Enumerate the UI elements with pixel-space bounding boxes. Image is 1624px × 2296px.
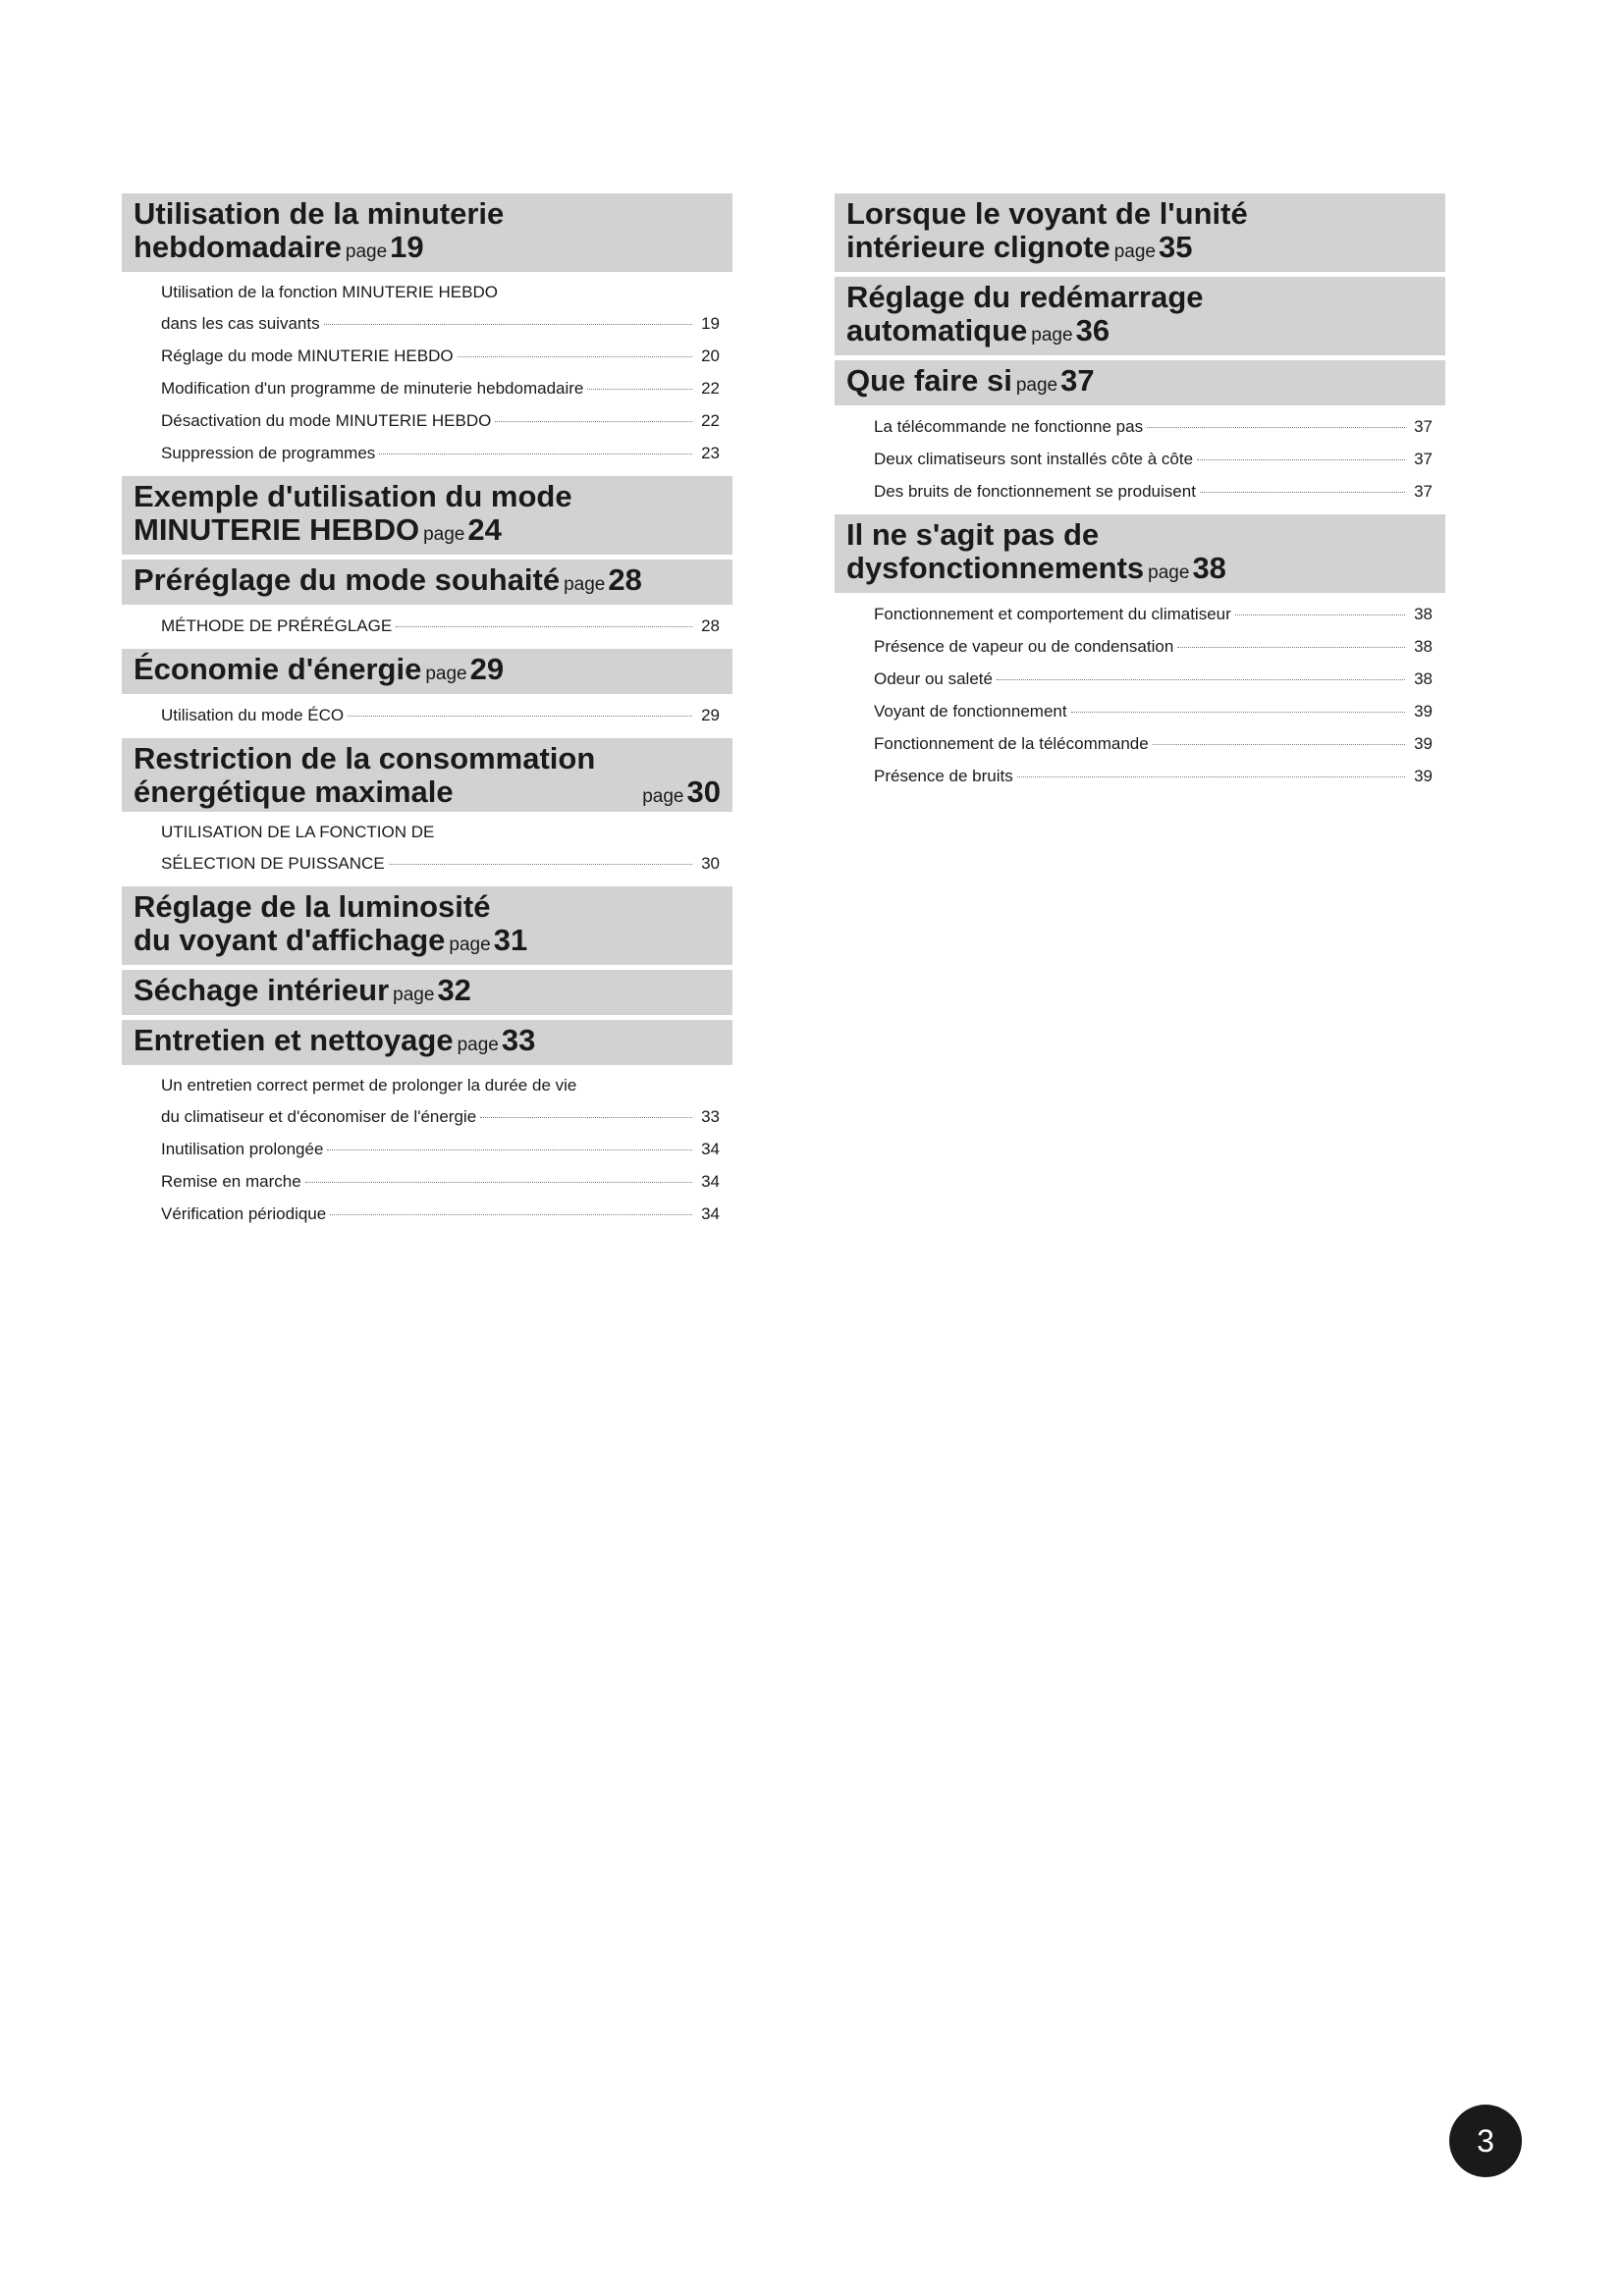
- toc-entry[interactable]: [161, 610, 720, 642]
- section-header[interactable]: [835, 514, 1445, 593]
- toc-entry[interactable]: [161, 1100, 720, 1133]
- toc-entry[interactable]: [874, 630, 1433, 663]
- entry-text: Remise en marche: [161, 1172, 301, 1191]
- toc-section-exemple-d-utilisation-du-mode: [122, 476, 732, 555]
- section-title-text: hebdomadaire: [134, 230, 342, 264]
- dot-leader: [389, 864, 692, 865]
- dot-leader: [458, 356, 692, 357]
- section-entries: [122, 817, 732, 880]
- toc-entry[interactable]: [161, 277, 720, 307]
- section-title-line: [134, 924, 721, 962]
- dot-leader: [1235, 614, 1405, 615]
- section-page-number: 37: [1060, 363, 1095, 398]
- toc-section-entretien-et-nettoyage: [122, 1020, 732, 1230]
- section-title-text: Entretien et nettoyage: [134, 1023, 454, 1057]
- entry-text: Présence de vapeur ou de condensation: [874, 637, 1174, 656]
- section-title-line: [134, 775, 721, 809]
- entry-text: Inutilisation prolongée: [161, 1140, 324, 1158]
- section-title-text: Utilisation de la minuterie: [134, 196, 505, 231]
- entry-page-number: 22: [701, 379, 720, 398]
- section-title-text: Que faire si: [846, 363, 1012, 398]
- section-page-ref: [1144, 551, 1226, 585]
- section-title-line: [846, 314, 1434, 352]
- section-page-label: page: [1015, 375, 1058, 396]
- section-page-number: 19: [390, 230, 424, 264]
- dot-leader: [1177, 647, 1405, 648]
- section-page-ref: [1012, 363, 1095, 398]
- toc-entry[interactable]: [161, 1198, 720, 1230]
- entry-page-number: 38: [1414, 669, 1433, 688]
- toc-entry[interactable]: [161, 340, 720, 372]
- section-entries: [122, 699, 732, 731]
- section-page-number: 28: [608, 562, 642, 597]
- section-page-number: 24: [467, 512, 502, 547]
- section-title-line: [134, 974, 721, 1012]
- toc-entry[interactable]: [874, 695, 1433, 727]
- entry-page-number: 19: [701, 314, 720, 333]
- dot-leader: [324, 324, 692, 325]
- dot-leader: [480, 1117, 692, 1118]
- toc-section-reglage-de-la-luminosite: [122, 886, 732, 965]
- section-title-text: du voyant d'affichage: [134, 923, 446, 957]
- section-page-number: 38: [1192, 551, 1226, 585]
- toc-section-prereglage-du-mode-souhaite: [122, 560, 732, 642]
- section-title-text: intérieure clignote: [846, 230, 1110, 264]
- toc-section-il-ne-s-agit-pas-de: [835, 514, 1445, 792]
- dot-leader: [348, 716, 692, 717]
- section-title-text: MINUTERIE HEBDO: [134, 512, 420, 547]
- dot-leader: [1147, 427, 1405, 428]
- section-title-text: Réglage du redémarrage: [846, 280, 1204, 314]
- dot-leader: [327, 1149, 692, 1150]
- dot-leader: [495, 421, 692, 422]
- toc-entry[interactable]: [161, 699, 720, 731]
- toc-entry[interactable]: [161, 307, 720, 340]
- section-page-ref: [421, 652, 504, 686]
- section-entries: [122, 277, 732, 469]
- entry-page-number: 29: [701, 706, 720, 724]
- toc-entry[interactable]: [161, 404, 720, 437]
- entry-page-number: 38: [1414, 637, 1433, 656]
- entry-text: Des bruits de fonctionnement se produisent: [874, 482, 1196, 501]
- section-page-number: 32: [437, 973, 471, 1007]
- toc-entry[interactable]: [874, 598, 1433, 630]
- dot-leader: [330, 1214, 692, 1215]
- section-page-ref: [1110, 230, 1193, 264]
- section-header[interactable]: [122, 738, 732, 812]
- section-page-ref: [560, 562, 642, 597]
- section-page-label: page: [425, 664, 467, 684]
- section-page-label: page: [393, 985, 435, 1005]
- section-title-text: Il ne s'agit pas de: [846, 517, 1100, 552]
- section-title-line: [134, 513, 721, 552]
- entry-text: Un entretien correct permet de prolonger la durée de vie: [161, 1076, 577, 1095]
- page-number-badge: 3: [1449, 2105, 1522, 2177]
- section-page-label: page: [345, 241, 388, 262]
- toc-left-column: [122, 193, 732, 1237]
- entry-text: Deux climatiseurs sont installés côte à côte: [874, 450, 1194, 468]
- toc-entry[interactable]: [161, 817, 720, 847]
- entry-text: Fonctionnement et comportement du climatiseur: [874, 605, 1231, 623]
- entry-page-number: 39: [1414, 702, 1433, 721]
- toc-entry[interactable]: [874, 760, 1433, 792]
- section-page-ref: [389, 973, 471, 1007]
- entry-page-number: 34: [701, 1204, 720, 1223]
- dot-leader: [1153, 744, 1405, 745]
- entry-text: Vérification périodique: [161, 1204, 327, 1223]
- section-page-ref: [445, 923, 527, 957]
- entry-page-number: 28: [701, 616, 720, 635]
- toc-section-lorsque-le-voyant-de-l-unite: [835, 193, 1445, 272]
- section-title-text: Économie d'énergie: [134, 652, 422, 686]
- dot-leader: [587, 389, 692, 390]
- toc-section-restriction-de-la-consommation: [122, 738, 732, 880]
- toc-entry[interactable]: [874, 663, 1433, 695]
- entry-text: SÉLECTION DE PUISSANCE: [161, 854, 385, 873]
- entry-page-number: 37: [1414, 417, 1433, 436]
- dot-leader: [1200, 492, 1405, 493]
- section-entries: [122, 1070, 732, 1230]
- section-header[interactable]: [122, 886, 732, 965]
- section-page-number: 30: [686, 774, 721, 809]
- section-title-line: [134, 480, 721, 513]
- section-page-number: 35: [1159, 230, 1193, 264]
- toc-section-reglage-du-redemarrage: [835, 277, 1445, 355]
- section-title-line: [134, 563, 721, 602]
- dot-leader: [1017, 776, 1405, 777]
- entry-page-number: 33: [701, 1107, 720, 1126]
- entry-page-number: 37: [1414, 450, 1433, 468]
- entry-page-number: 20: [701, 347, 720, 365]
- entry-text: dans les cas suivants: [161, 314, 320, 333]
- section-title-text: Préréglage du mode souhaité: [134, 562, 561, 597]
- section-header[interactable]: [122, 193, 732, 272]
- entry-text: Modification d'un programme de minuterie hebdomadaire: [161, 379, 584, 398]
- section-page-label: page: [423, 524, 465, 545]
- section-page-ref: [419, 512, 502, 547]
- section-page-ref: [638, 775, 721, 814]
- section-page-number: 31: [493, 923, 528, 957]
- section-header[interactable]: [122, 560, 732, 605]
- dot-leader: [1197, 459, 1405, 460]
- section-title-line: [846, 197, 1434, 231]
- section-page-label: page: [1148, 562, 1190, 583]
- section-title-line: [846, 231, 1434, 269]
- section-title-text: dysfonctionnements: [846, 551, 1145, 585]
- entry-page-number: 37: [1414, 482, 1433, 501]
- section-page-ref: [1027, 313, 1110, 347]
- toc-entry[interactable]: [161, 847, 720, 880]
- section-page-ref: [342, 230, 424, 264]
- section-title-line: [134, 890, 721, 924]
- section-header[interactable]: [122, 970, 732, 1015]
- entry-text: Réglage du mode MINUTERIE HEBDO: [161, 347, 454, 365]
- section-title-text: énergétique maximale: [134, 774, 454, 809]
- section-title-text: automatique: [846, 313, 1028, 347]
- section-entries: [835, 598, 1445, 792]
- toc-entry[interactable]: [874, 475, 1433, 507]
- section-title-line: [134, 742, 721, 775]
- toc-entry[interactable]: [161, 437, 720, 469]
- section-title-line: [846, 518, 1434, 552]
- section-header[interactable]: [835, 277, 1445, 355]
- toc-entry[interactable]: [161, 1133, 720, 1165]
- section-entries: [122, 610, 732, 642]
- entry-page-number: 38: [1414, 605, 1433, 623]
- section-page-label: page: [642, 786, 684, 807]
- section-page-ref: [454, 1023, 536, 1057]
- section-header[interactable]: [122, 1020, 732, 1065]
- entry-page-number: 30: [701, 854, 720, 873]
- entry-page-number: 34: [701, 1140, 720, 1158]
- entry-page-number: 22: [701, 411, 720, 430]
- dot-leader: [1071, 712, 1405, 713]
- section-title-line: [846, 364, 1434, 402]
- section-title-line: [134, 197, 721, 231]
- section-title-line: [134, 653, 721, 691]
- dot-leader: [396, 626, 692, 627]
- section-title-line: [846, 281, 1434, 314]
- toc-section-sechage-interieur: [122, 970, 732, 1015]
- dot-leader: [997, 679, 1405, 680]
- entry-text: MÉTHODE DE PRÉRÉGLAGE: [161, 616, 393, 635]
- entry-text: Suppression de programmes: [161, 444, 376, 462]
- section-page-label: page: [564, 574, 606, 595]
- section-title-text: Restriction de la consommation: [134, 741, 596, 775]
- section-title-text: Lorsque le voyant de l'unité: [846, 196, 1248, 231]
- entry-text: Utilisation du mode ÉCO: [161, 706, 345, 724]
- section-header[interactable]: [122, 476, 732, 555]
- entry-text: La télécommande ne fonctionne pas: [874, 417, 1144, 436]
- toc-right-column: [835, 193, 1445, 799]
- entry-page-number: 39: [1414, 767, 1433, 785]
- section-page-number: 29: [469, 652, 505, 686]
- entry-text: Désactivation du mode MINUTERIE HEBDO: [161, 411, 492, 430]
- entry-text: Utilisation de la fonction MINUTERIE HEBDO: [161, 283, 498, 301]
- toc-entry[interactable]: [874, 727, 1433, 760]
- section-title-text: Réglage de la luminosité: [134, 889, 491, 924]
- entry-text: Voyant de fonctionnement: [874, 702, 1067, 721]
- toc-entry[interactable]: [874, 410, 1433, 443]
- entry-page-number: 39: [1414, 734, 1433, 753]
- toc-section-que-faire-si: [835, 360, 1445, 507]
- section-title-line: [134, 231, 721, 269]
- section-page-label: page: [449, 934, 491, 955]
- toc-section-economie-d-energie: [122, 649, 732, 731]
- toc-section-utilisation-de-la-minuterie: [122, 193, 732, 469]
- entry-text: Fonctionnement de la télécommande: [874, 734, 1149, 753]
- section-title-line: [846, 552, 1434, 590]
- entry-text: Présence de bruits: [874, 767, 1013, 785]
- toc-entry[interactable]: [874, 443, 1433, 475]
- toc-entry[interactable]: [161, 1165, 720, 1198]
- toc-entry[interactable]: [161, 372, 720, 404]
- entry-text: Odeur ou saleté: [874, 669, 993, 688]
- section-page-label: page: [457, 1035, 499, 1055]
- section-page-label: page: [1031, 325, 1073, 346]
- section-title-text: Séchage intérieur: [134, 973, 390, 1007]
- section-header[interactable]: [835, 193, 1445, 272]
- section-header[interactable]: [122, 649, 732, 694]
- entry-page-number: 23: [701, 444, 720, 462]
- section-header[interactable]: [835, 360, 1445, 405]
- entry-page-number: 34: [701, 1172, 720, 1191]
- section-title-text: Exemple d'utilisation du mode: [134, 479, 572, 513]
- section-entries: [835, 410, 1445, 507]
- section-page-number: 33: [501, 1023, 536, 1057]
- entry-text: du climatiseur et d'économiser de l'énergie: [161, 1107, 477, 1126]
- section-title-line: [134, 1024, 721, 1062]
- dot-leader: [305, 1182, 692, 1183]
- toc-entry[interactable]: [161, 1070, 720, 1100]
- entry-text: UTILISATION DE LA FONCTION DE: [161, 823, 435, 841]
- section-page-number: 36: [1075, 313, 1110, 347]
- section-page-label: page: [1113, 241, 1157, 262]
